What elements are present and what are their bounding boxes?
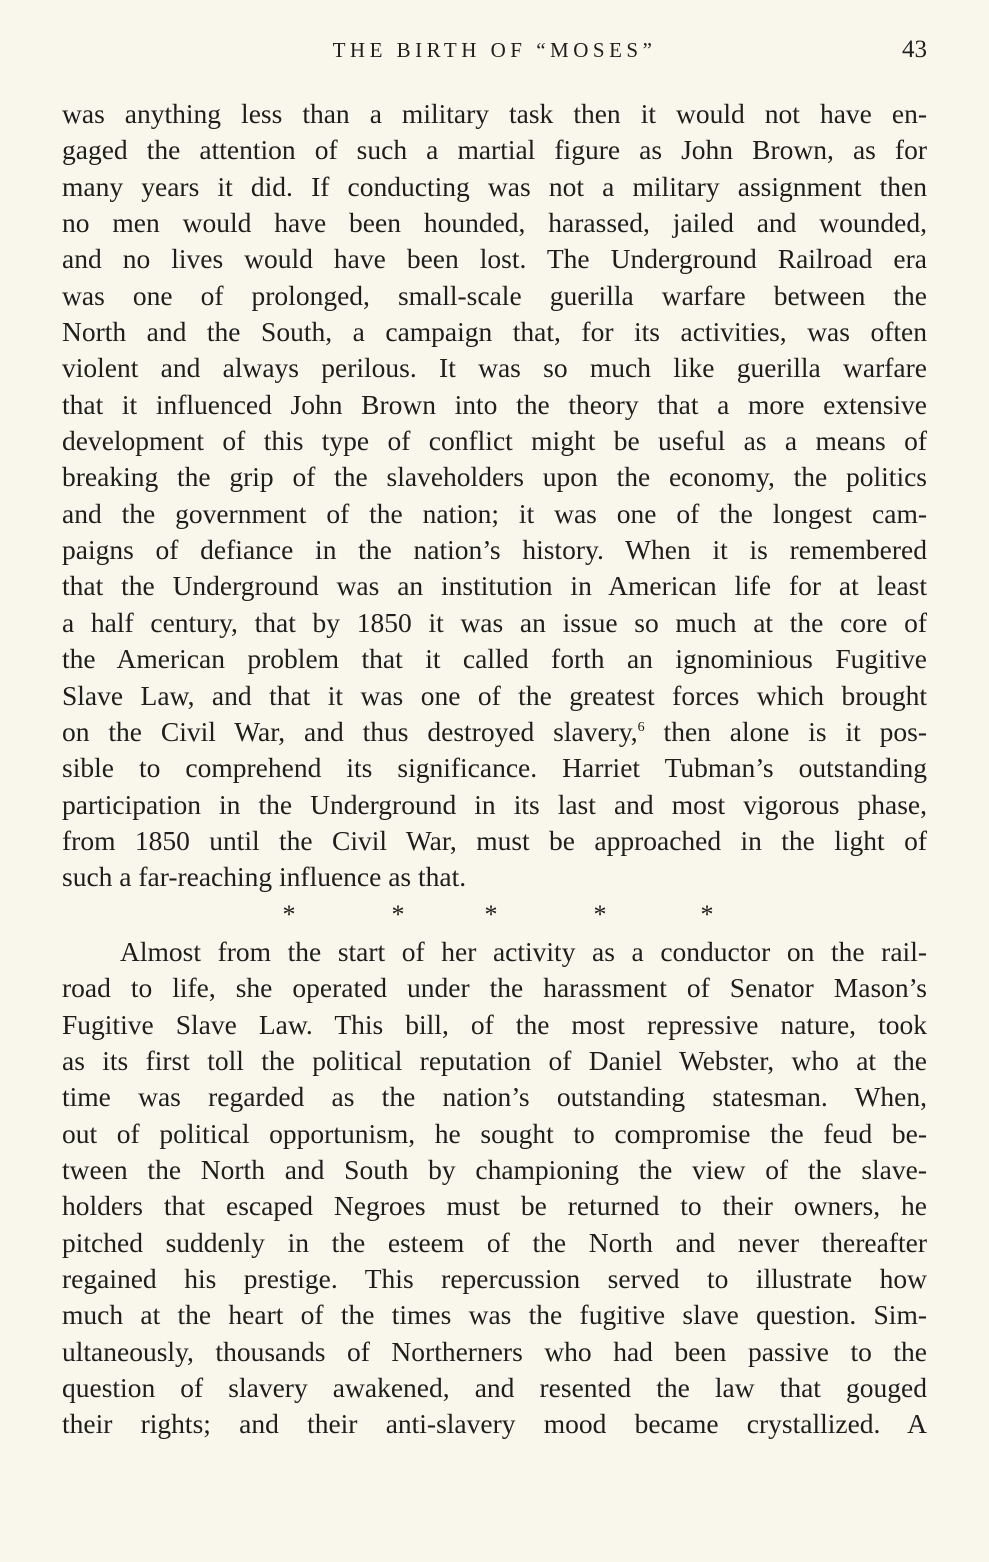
text-line: and no lives would have been lost. The Underground Railroad era	[62, 243, 927, 275]
text-line: development of this type of conflict might be useful as a means of	[62, 425, 927, 457]
text-line: participation in the Underground in its last and most vigorous phase,	[62, 788, 927, 820]
page-number: 43	[902, 36, 927, 63]
body-text	[62, 96, 927, 1440]
text-line: their rights; and their anti-slavery mood became crystallized. A	[62, 1408, 927, 1440]
text-line: Slave Law, and that it was one of the greatest forces which brought	[62, 679, 927, 711]
text-line: paigns of defiance in the nation’s history. When it is remembered	[62, 534, 927, 566]
text-line: road to life, she operated under the harassment of Senator Mason’s	[62, 972, 927, 1004]
text-line: holders that escaped Negroes must be returned to their owners, he	[62, 1190, 927, 1222]
text-line: time was regarded as the nation’s outstanding statesman. When,	[62, 1081, 927, 1113]
text-line: North and the South, a campaign that, for its activities, was often	[62, 316, 927, 348]
separator-asterisk: *	[700, 900, 714, 929]
text-line: tween the North and South by championing the view of the slave-	[62, 1154, 927, 1186]
text-line: sible to comprehend its significance. Harriet Tubman’s outstanding	[62, 752, 927, 784]
text-line: the American problem that it called forth an ignominious Fugitive	[62, 643, 927, 675]
text-line: breaking the grip of the slaveholders upon the economy, the politics	[62, 461, 927, 493]
text-line: Fugitive Slave Law. This bill, of the most repressive nature, took	[62, 1008, 927, 1040]
separator-asterisk: *	[282, 900, 296, 929]
text-line: out of political opportunism, he sought to compromise the feud be-	[62, 1117, 927, 1149]
text-line: regained his prestige. This repercussion served to illustrate how	[62, 1263, 927, 1295]
text-line: that the Underground was an institution in American life for at least	[62, 570, 927, 602]
text-line: a half century, that by 1850 it was an issue so much at the core of	[62, 606, 927, 638]
running-head	[62, 34, 927, 66]
text-line: many years it did. If conducting was not a military assignment then	[62, 170, 927, 202]
text-line: ultaneously, thousands of Northerners who had been passive to the	[62, 1335, 927, 1367]
text-line: Almost from the start of her activity as a conductor on the rail-	[120, 936, 927, 967]
chapter-title: THE BIRTH OF “MOSES”	[332, 38, 657, 62]
separator-asterisk: *	[391, 900, 405, 929]
text-line: gaged the attention of such a martial figure as John Brown, as for	[62, 134, 927, 166]
text-segment: on the Civil War, and thus destroyed slavery,	[62, 715, 638, 747]
text-segment: then alone is it pos-	[644, 715, 927, 747]
text-line: and the government of the nation; it was one of the longest cam-	[62, 497, 927, 529]
text-line: question of slavery awakened, and resented the law that gouged	[62, 1372, 927, 1404]
text-line: that it influenced John Brown into the theory that a more extensive	[62, 388, 927, 420]
text-line: from 1850 until the Civil War, must be approached in the light of	[62, 824, 927, 856]
section-separator	[62, 896, 927, 934]
paragraph	[62, 96, 927, 896]
separator-asterisk: *	[593, 900, 607, 929]
text-line-with-footnote	[62, 714, 927, 750]
text-line: much at the heart of the times was the fugitive slave question. Sim-	[62, 1299, 927, 1331]
text-line: was anything less than a military task then it would not have en-	[62, 98, 927, 129]
text-line: pitched suddenly in the esteem of the North and never thereafter	[62, 1226, 927, 1258]
footnote-mark: 6	[637, 719, 645, 735]
text-line: such a far-reaching influence as that.	[62, 861, 467, 893]
text-line: as its first toll the political reputation of Daniel Webster, who at the	[62, 1045, 927, 1077]
paragraph	[62, 934, 927, 1443]
text-line: violent and always perilous. It was so much like guerilla warfare	[62, 352, 927, 384]
text-line: no men would have been hounded, harassed, jailed and wounded,	[62, 207, 927, 239]
separator-asterisk: *	[484, 900, 498, 929]
text-line: was one of prolonged, small-scale guerilla warfare between the	[62, 279, 927, 311]
